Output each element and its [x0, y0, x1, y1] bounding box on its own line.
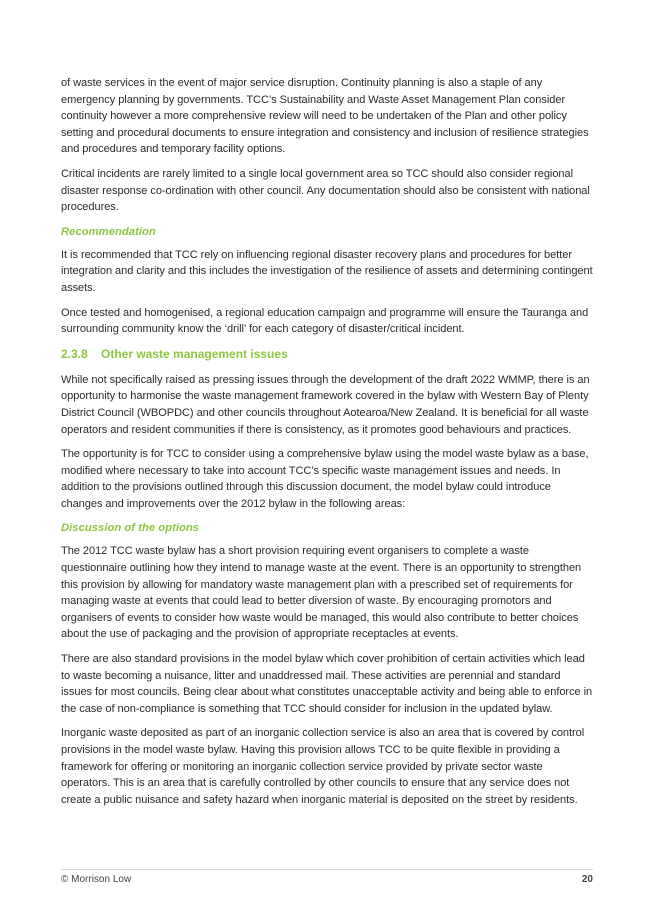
paragraph-critical-incidents: Critical incidents are rarely limited to a single local government area so TCC should also consider regional disaster response co-ordination with other council. Any documentation should also be consistent with national procedures. [61, 167, 590, 214]
section-number: 2.3.8 [61, 346, 88, 361]
paragraph-continuity: of waste services in the event of major service disruption. Continuity planning is also a staple of any emergency planning by governments. TCC’s Sustainability and Waste Asset Management Plan consider continuity however a more comprehensive review will need to be undertaken of the Plan and other policy setting and procedural documents to ensure integration and consistency and inclusion of resilience strategies and procedures and temporary facility options. [61, 77, 589, 156]
paragraph-education-campaign: Once tested and homogenised, a regional education campaign and programme will ensure the Tauranga and surrounding community know the ‘drill’ for each category of disaster/critical incident. [61, 306, 589, 336]
section-heading [61, 346, 593, 363]
paragraph-nuisance-provisions: There are also standard provisions in the model bylaw which cover prohibition of certain activities which lead to waste becoming a nuisance, litter and unaddressed mail. These activities are perennial and standard issues for most councils. Being clear about what constitutes unacceptable activity and being able to enforce in the case of non-compliance is something that TCC should consider for inclusion in the updated bylaw. [61, 653, 593, 715]
paragraph-model-bylaw: The opportunity is for TCC to consider using a comprehensive bylaw using the model waste bylaw as a base, modified where necessary to take into account TCC’s specific waste management issues and needs. In addition to the provisions outlined through this discussion document, the model bylaw could introduce changes and improvements over the 2012 bylaw in the following areas: [61, 448, 589, 510]
section-title: Other waste management issues [101, 346, 288, 361]
subheading-discussion: Discussion of the options [61, 522, 200, 535]
paragraph-event-waste: The 2012 TCC waste bylaw has a short provision requiring event organisers to complete a waste questionnaire outlining how they intend to manage waste at the event. There is an opportunity to strengthen this provision by allowing for mandatory waste management plan with a prescribed set of requirements for managing waste at events that could lead to better diversion of waste. By encouraging promotors and organisers of events to consider how waste would be managed, this would also contribute to better choices about the use of packaging and the provision of appropriate receptacles at events. [61, 545, 582, 641]
footer-copyright: © Morrison Low [61, 874, 132, 885]
page-number: 20 [581, 874, 593, 885]
footer-divider [61, 869, 593, 870]
paragraph-recommendation: It is recommended that TCC rely on influencing regional disaster recovery plans and procedures for better integration and clarity and this includes the investigation of the resilience of assets and determining contingent assets. [61, 248, 593, 294]
paragraph-harmonise-bylaw: While not specifically raised as pressing issues through the development of the draft 2022 WMMP, there is an opportunity to harmonise the waste management framework covered in the bylaw with Western Bay of Plenty District Council (WBOPDC) and other councils throughout Aotearoa/New Zealand. It is beneficial for all waste operators and resident communities if there is consistency, as it promotes good behaviours and practices. [61, 373, 590, 436]
paragraph-inorganic-waste: Inorganic waste deposited as part of an inorganic collection service is also an area that is covered by control provisions in the model waste bylaw. Having this provision allows TCC to be quite flexible in providing a framework for offering or monitoring an inorganic collection service provided by private sector waste operators. This is an area that is carefully controlled by other councils to ensure that any service does not create a public nuisance and safety hazard when inorganic material is deposited on the street by residents. [61, 727, 585, 806]
document-body [61, 75, 593, 816]
subheading-recommendation: Recommendation [61, 225, 156, 238]
